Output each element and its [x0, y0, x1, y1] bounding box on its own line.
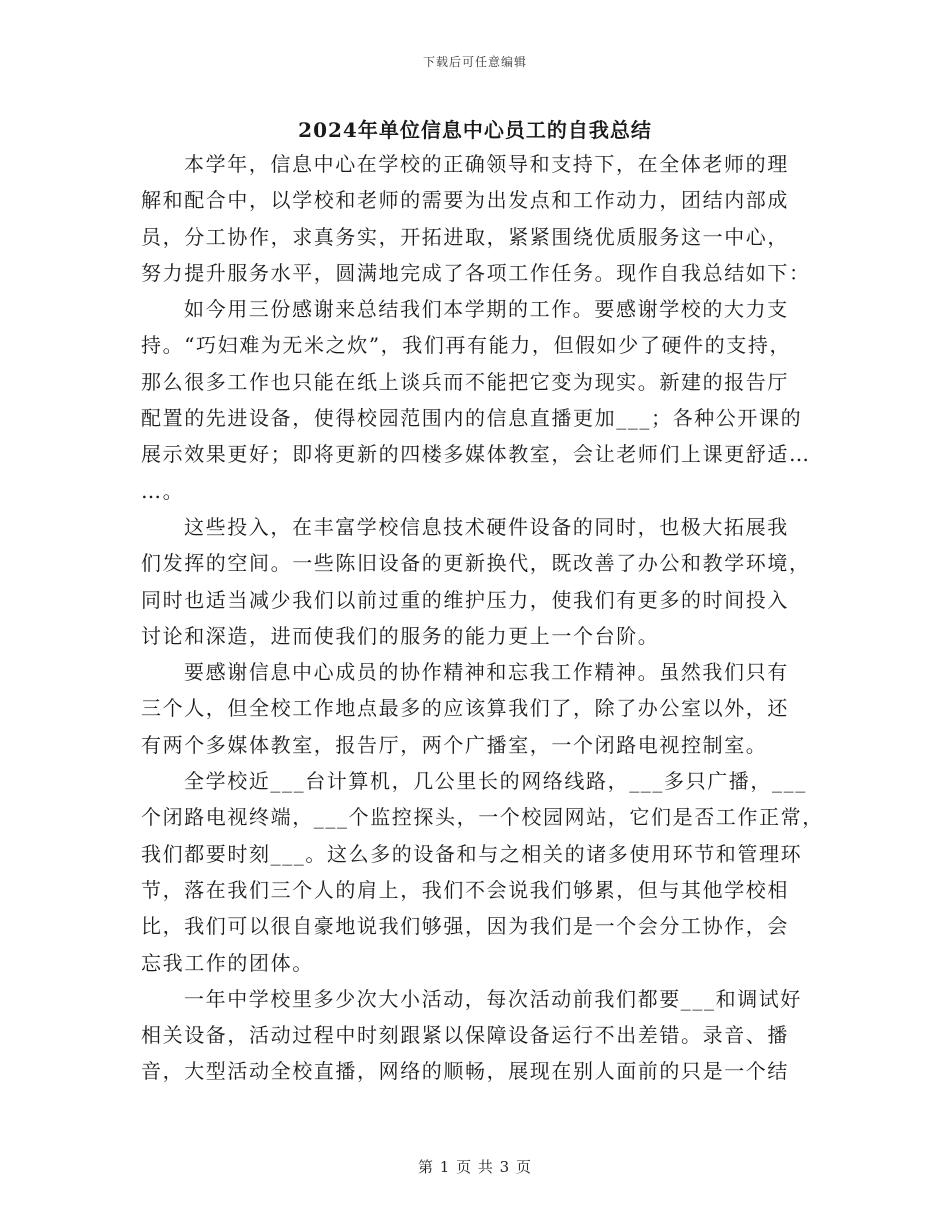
body-line: 全学校近___台计算机，几公里长的网络线路，___多只广播，___ [184, 769, 807, 794]
body-line: 那么很多工作也只能在纸上谈兵而不能把它变为现实。新建的报告厅 [141, 369, 789, 394]
body-line: 解和配合中，以学校和老师的需要为出发点和工作动力，团结内部成 [141, 188, 789, 213]
page-number: 第 1 页 共 3 页 [418, 1158, 532, 1176]
body-line: 努力提升服务水平，圆满地完成了各项工作任务。现作自我总结如下： [141, 260, 811, 285]
body-line: 如今用三份感谢来总结我们本学期的工作。要感谢学校的大力支 [184, 297, 789, 322]
body-line: 配置的先进设备，使得校园范围内的信息直播更加___；各种公开课的 [141, 406, 803, 431]
body-line: 本学年，信息中心在学校的正确领导和支持下，在全体老师的理 [184, 152, 789, 176]
body-line: 比，我们可以很自豪地说我们够强，因为我们是一个会分工协作，会 [141, 914, 789, 939]
body-line: 展示效果更好；即将更新的四楼多媒体教室，会让老师们上课更舒适… [141, 442, 811, 467]
body-line: 们发挥的空间。一些陈旧设备的更新换代，既改善了办公和教学环境， [141, 551, 811, 576]
body-line: 忘我工作的团体。 [141, 950, 314, 975]
header-note: 下载后可任意编辑 [422, 55, 527, 69]
body-line: 这些投入，在丰富学校信息技术硬件设备的同时，也极大拓展我 [184, 514, 789, 539]
body-line: 相关设备，活动过程中时刻跟紧以保障设备运行不出差错。录音、播 [141, 1023, 789, 1048]
body-line: …。 [141, 478, 185, 503]
body-line: 音，大型活动全校直播，网络的顺畅，展现在别人面前的只是一个结 [141, 1059, 789, 1084]
document-title: 2024年单位信息中心员工的自我总结 [298, 118, 652, 142]
body-line: 个闭路电视终端，___个监控探头，一个校园网站，它们是否工作正常， [141, 805, 824, 830]
body-line: 员，分工协作，求真务实，开拓进取，紧紧围绕优质服务这一中心， [141, 224, 789, 249]
body-line: 三个人，但全校工作地点最多的应该算我们了，除了办公室以外，还 [141, 696, 789, 721]
body-line: 要感谢信息中心成员的协作精神和忘我工作精神。虽然我们只有 [184, 660, 789, 685]
body-line: 有两个多媒体教室，报告厅，两个广播室，一个闭路电视控制室。 [141, 732, 768, 757]
body-line: 一年中学校里多少次大小活动，每次活动前我们都要___和调试好 [184, 986, 802, 1011]
document-body [141, 146, 824, 1090]
body-line: 讨论和深造，进而使我们的服务的能力更上一个台阶。 [141, 623, 660, 648]
body-line: 同时也适当减少我们以前过重的维护压力，使我们有更多的时间投入 [141, 587, 789, 612]
body-line: 持。“巧妇难为无米之炊”，我们再有能力，但假如少了硬件的支持， [141, 333, 792, 358]
body-line: 我们都要时刻___。这么多的设备和与之相关的诸多使用环节和管理环 [141, 841, 803, 866]
body-line: 节，落在我们三个人的肩上，我们不会说我们够累，但与其他学校相 [141, 877, 789, 902]
